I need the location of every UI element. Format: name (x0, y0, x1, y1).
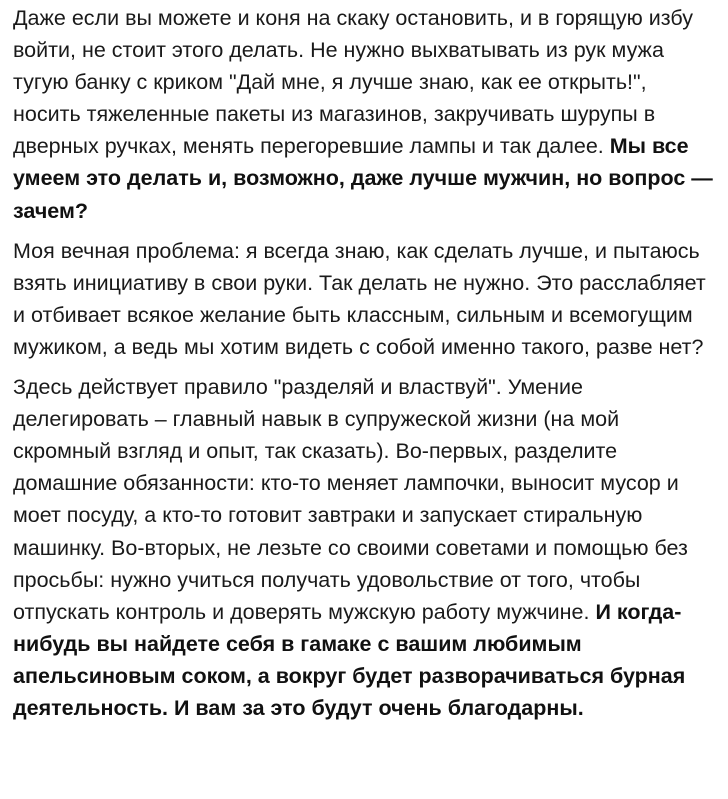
paragraph-3-bold-text: И когда-нибудь вы найдете себя в гамаке с вашим любимым апельсиновым соком, а вокруг будет разворачиваться бурная деятельность. И вам за это будут очень благодарны. (13, 599, 686, 720)
paragraph-1-text: Даже если вы можете и коня на скаку остановить, и в горящую избу войти, не стоит этого делать. Не нужно выхватывать из рук мужа тугую банку с криком "Дай мне, я лучше знаю, как ее открыть!", носить тяжеленные пакеты из магазинов, закручивать шурупы в дверных ручках, менять перегоревшие лампы и так далее. (13, 6, 694, 159)
paragraph-3-text: Здесь действует правило "разделяй и властвуй". Умение делегировать – главный навык в супружеской жизни (на мой скромный взгляд и опыт, так сказать). Во-первых, разделите домашние обязанности: кто-то меняет лампочки, выносит мусор и моет посуду, а кто-то готовит завтраки и запускает стиральную машинку. Во-вторых, не лезьте со своими советами и помощью без просьбы: нужно учиться получать удовольствие от того, чтобы отпускать контроль и доверять мужскую работу мужчине. (13, 375, 688, 624)
paragraph-2-text: Моя вечная проблема: я всегда знаю, как сделать лучше, и пытаюсь взять инициативу в свои руки. Так делать не нужно. Это расслабляет и отбивает всякое желание быть классным, сильным и всемогущим мужиком, а ведь мы хотим видеть с собой именно такого, разве нет? (13, 238, 706, 359)
paragraph-1 (13, 2, 716, 227)
paragraph-3 (13, 371, 716, 724)
paragraph-2 (13, 235, 716, 363)
paragraph-1-bold-text: Мы все умеем это делать и, возможно, даже лучше мужчин, но вопрос — зачем? (13, 134, 713, 223)
